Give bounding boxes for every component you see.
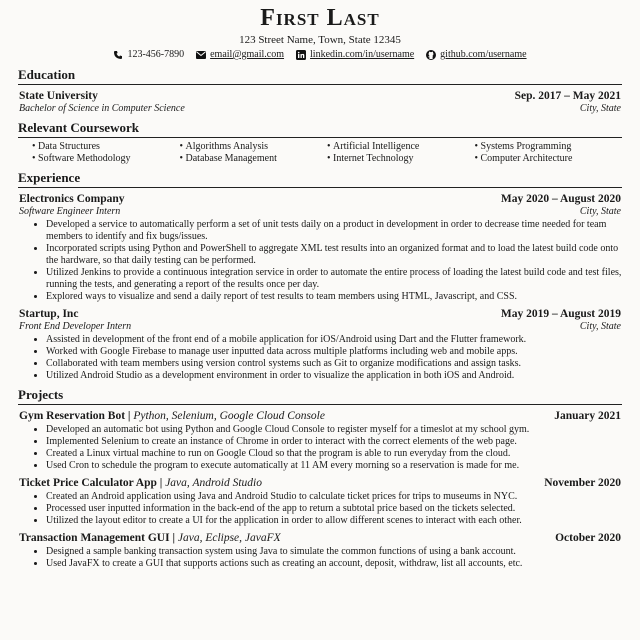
resume-name: First Last — [260, 5, 380, 31]
job-location: City, State — [579, 321, 621, 332]
project-tech: Python, Selenium, Google Cloud Console — [133, 410, 325, 422]
bullet-item: • Created a Linux virtual machine to run on Google Cloud so that the program is able to run everyday from the cloud. — [46, 448, 622, 460]
github-icon — [426, 50, 436, 60]
course-item: • Systems Programming — [475, 141, 623, 153]
contact-bar — [18, 48, 622, 62]
contact-linkedin[interactable] — [296, 48, 414, 62]
bullet-item: • Used Cron to schedule the program to execute automatically at 11 AM every morning so a reservation is made for me. — [46, 460, 622, 472]
bullet-item: • Explored ways to visualize and send a daily report of test results to team members using HTML, Javascript, and CSS. — [46, 291, 622, 303]
project-date: January 2021 — [554, 410, 621, 422]
job-entry — [18, 192, 622, 206]
project-bullets — [18, 546, 622, 570]
envelope-icon — [196, 50, 206, 60]
project-tech: Java, Android Studio — [165, 477, 262, 489]
github-link[interactable]: github.com/username — [440, 49, 527, 60]
course-item: • Artificial Intelligence — [327, 141, 475, 153]
job-bullets — [18, 219, 622, 303]
bullet-item: • Incorporated scripts using Python and PowerShell to aggregate XML test results into an organized format and to load the latest build code onto the hardware, so that daily testing can be performed. — [46, 243, 622, 267]
project-name: Transaction Management GUI — [19, 532, 170, 544]
course-item: • Data Structures — [32, 141, 180, 153]
job-location: City, State — [579, 206, 621, 217]
project-date: October 2020 — [555, 532, 621, 544]
education-dates: Sep. 2017 – May 2021 — [514, 90, 621, 102]
job-entry — [18, 307, 622, 321]
address: 123 Street Name, Town, State 12345 — [239, 34, 401, 46]
linkedin-link[interactable]: linkedin.com/in/username — [310, 49, 415, 60]
company-name: Startup, Inc — [19, 308, 79, 320]
bullet-item: • Designed a sample banking transaction system using Java to simulate the common functions of using a bank account. — [46, 546, 622, 558]
contact-github[interactable] — [426, 48, 526, 62]
project-date: November 2020 — [544, 477, 621, 489]
projects-heading: Projects — [18, 387, 622, 405]
job-bullets — [18, 334, 622, 382]
project-name: Ticket Price Calculator App — [19, 477, 157, 489]
bullet-item: • Processed user inputted information in the back-end of the app to return a subtotal price based on the tickets selected. — [46, 503, 622, 515]
bullet-item: • Utilized the layout editor to create a UI for the application in order to allow different scenes to interact with each other. — [46, 515, 622, 527]
project-entry — [18, 476, 622, 490]
coursework-list — [18, 141, 622, 165]
bullet-item: • Collaborated with team members using version control systems such as Git to organize modifications and assign tasks. — [46, 358, 622, 370]
job-dates: May 2019 – August 2019 — [500, 308, 621, 320]
project-bullets — [18, 491, 622, 527]
phone-text: 123-456-7890 — [127, 49, 185, 60]
job-dates: May 2020 – August 2020 — [500, 193, 621, 205]
bullet-item: • Utilized Jenkins to provide a continuous integration service in order to automate the entire process of loading the latest build code and test files, running the tests, and generating a report of the results once per day. — [46, 267, 622, 291]
project-entry — [18, 409, 622, 423]
project-entry — [18, 531, 622, 545]
coursework-heading: Relevant Coursework — [18, 120, 622, 138]
school-name: State University — [19, 90, 98, 102]
project-title: Transaction Management GUI | Java, Eclipse, JavaFX — [19, 532, 281, 544]
project-title: Ticket Price Calculator App | Java, Android Studio — [19, 477, 262, 489]
course-item: • Computer Architecture — [475, 153, 623, 165]
bullet-item: • Used JavaFX to create a GUI that supports actions such as creating an account, deposit, withdraw, list all accounts, etc. — [46, 558, 622, 570]
email-link[interactable]: email@gmail.com — [210, 49, 285, 60]
phone-icon — [113, 50, 123, 60]
course-item: • Internet Technology — [327, 153, 475, 165]
project-name: Gym Reservation Bot — [19, 410, 126, 422]
bullet-item: • Implemented Selenium to create an instance of Chrome in order to interact with the correct elements of the web page. — [46, 436, 622, 448]
bullet-item: • Worked with Google Firebase to manage user inputted data across multiple platforms including web and mobile apps. — [46, 346, 622, 358]
company-name: Electronics Company — [19, 193, 125, 205]
course-item: • Database Management — [180, 153, 328, 165]
course-item: • Software Methodology — [32, 153, 180, 165]
degree: Bachelor of Science in Computer Science — [19, 103, 185, 114]
job-subline — [18, 321, 622, 333]
education-entry — [18, 89, 622, 103]
experience-heading: Experience — [18, 170, 622, 188]
linkedin-icon — [296, 50, 306, 60]
project-tech: Java, Eclipse, JavaFX — [177, 532, 281, 544]
bullet-item: • Developed a service to automatically perform a set of unit tests daily on a product in development in order to decrease time needed for team members to identify and fix bugs/issues. — [46, 219, 622, 243]
bullet-item: • Assisted in development of the front end of a mobile application for iOS/Android using Dart and the Flutter framework. — [46, 334, 622, 346]
job-subline — [18, 206, 622, 218]
bullet-item: • Created an Android application using Java and Android Studio to calculate ticket prices for trips to museums in NYC. — [46, 491, 622, 503]
project-bullets — [18, 424, 622, 472]
education-heading: Education — [18, 67, 622, 85]
education-location: City, State — [579, 103, 621, 114]
project-title: Gym Reservation Bot | Python, Selenium, Google Cloud Console — [19, 410, 325, 422]
job-role: Front End Developer Intern — [19, 321, 132, 332]
contact-email[interactable] — [196, 48, 284, 62]
job-role: Software Engineer Intern — [19, 206, 121, 217]
education-subline — [18, 103, 622, 115]
course-item: • Algorithms Analysis — [180, 141, 328, 153]
bullet-item: • Utilized Android Studio as a development environment in order to visualize the application in both iOS and Android. — [46, 370, 622, 382]
bullet-item: • Developed an automatic bot using Python and Google Cloud Console to register myself for a timeslot at my school gym. — [46, 424, 622, 436]
contact-phone — [113, 48, 184, 62]
